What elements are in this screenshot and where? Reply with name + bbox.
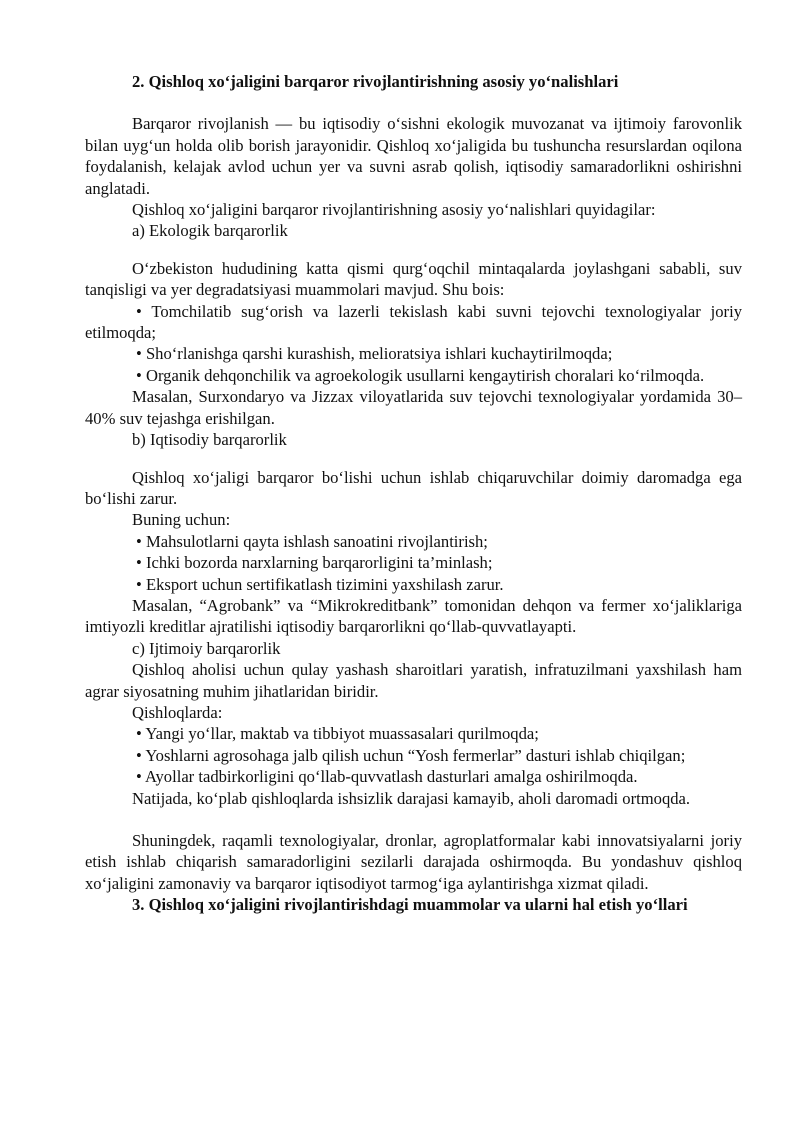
social-bullet-2: • Yoshlarni agrosohaga jalb qilish uchun “Yosh fermerlar” dasturi ishlab chiqilgan; — [136, 745, 686, 765]
economic-heading: b) Iqtisodiy barqarorlik — [132, 430, 287, 450]
ecological-heading: a) Ekologik barqarorlik — [132, 221, 288, 241]
spacer — [85, 242, 742, 258]
ecological-bullet-2: • Sho‘rlanishga qarshi kurashish, melioratsiya ishlari kuchaytirilmoqda; — [136, 344, 613, 364]
economic-example: Masalan, “Agrobank” va “Mikrokreditbank” tomonidan dehqon va fermer xo‘jaliklariga imtiyozli kreditlar ajratilishi iqtisodiy barqarorlikni qo‘llab-quvvatlayapti. — [85, 595, 742, 637]
social-paragraph: Qishloq aholisi uchun qulay yashash sharoitlari yaratish, infratuzilmani yaxshilash ham agrar siyosatning muhim jihatlaridan biridir. — [85, 660, 742, 701]
section-3-title: 3. Qishloq xo‘jaligini rivojlantirishdagi muammolar va ularni hal etish yo‘llari — [132, 895, 688, 915]
economic-paragraph: Qishloq xo‘jaligi barqaror bo‘lishi uchun ishlab chiqaruvchilar doimiy daromadga ega bo‘lishi zarur. — [85, 467, 742, 508]
social-result: Natijada, ko‘plab qishloqlarda ishsizlik darajasi kamayib, aholi daromadi ortmoqda. — [132, 788, 691, 808]
social-bullet-3: • Ayollar tadbirkorligini qo‘llab-quvvatlash dasturlari amalga oshirilmoqda. — [136, 767, 638, 787]
ecological-example: Masalan, Surxondaryo va Jizzax viloyatlarida suv tejovchi texnologiyalar yordamida 30–40% suv tejashga erishilgan. — [85, 387, 742, 428]
document-page — [85, 71, 742, 916]
ecological-bullet-1: • Tomchilatib sug‘orish va lazerli tekislash kabi suvni tejovchi texnologiyalar joriy etilmoqda; — [85, 301, 742, 343]
section-2-title: 2. Qishloq xo‘jaligini barqaror rivojlantirishning asosiy yo‘nalishlari — [132, 72, 619, 91]
ecological-paragraph: O‘zbekiston hududining katta qismi qurg‘oqchil mintaqalarda joylashgani sababli, suv tanqisligi va yer degradatsiyasi muammolari mavjud. Shu bois: — [85, 258, 742, 300]
economic-bullet-1: • Mahsulotlarni qayta ishlash sanoatini rivojlantirish; — [136, 531, 488, 551]
economic-bullet-3: • Eksport uchun sertifikatlash tizimini yaxshilash zarur. — [136, 574, 504, 594]
ecological-bullet-3: • Organik dehqonchilik va agroekologik usullarni kengaytirish choralari ko‘rilmoqda. — [136, 365, 705, 385]
spacer — [85, 451, 742, 467]
economic-bullet-2: • Ichki bozorda narxlarning barqarorligini ta’minlash; — [136, 553, 493, 573]
spacer — [85, 809, 742, 830]
economic-lead: Buning uchun: — [132, 510, 231, 530]
social-bullet-1: • Yangi yo‘llar, maktab va tibbiyot muassasalari qurilmoqda; — [136, 724, 539, 744]
directions-intro: Qishloq xo‘jaligini barqaror rivojlantirishning asosiy yo‘nalishlari quyidagilar: — [132, 200, 656, 220]
social-lead: Qishloqlarda: — [132, 702, 223, 722]
intro-paragraph: Barqaror rivojlanish — bu iqtisodiy o‘sishni ekologik muvozanat va ijtimoiy farovonlik bilan uyg‘un holda olib borish jarayonidir. Qishloq xo‘jaligida bu tushuncha resurslardan oqilona foydalanish, kelajak avlod uchun yer va suvni asrab qolish, iqtisodiy samaradorlikni oshirishni anglatadi. — [85, 114, 742, 198]
innovation-paragraph: Shuningdek, raqamli texnologiyalar, dronlar, agroplatformalar kabi innovatsiyalarni joriy etish ishlab chiqarish samaradorligini sezilarli darajada oshirmoqda. Bu yondashuv qishloq xo‘jaligini zamonaviy va barqaror iqtisodiyot tarmog‘iga aylantirishga xizmat qiladi. — [85, 831, 742, 893]
social-heading: c) Ijtimoiy barqarorlik — [132, 638, 281, 658]
